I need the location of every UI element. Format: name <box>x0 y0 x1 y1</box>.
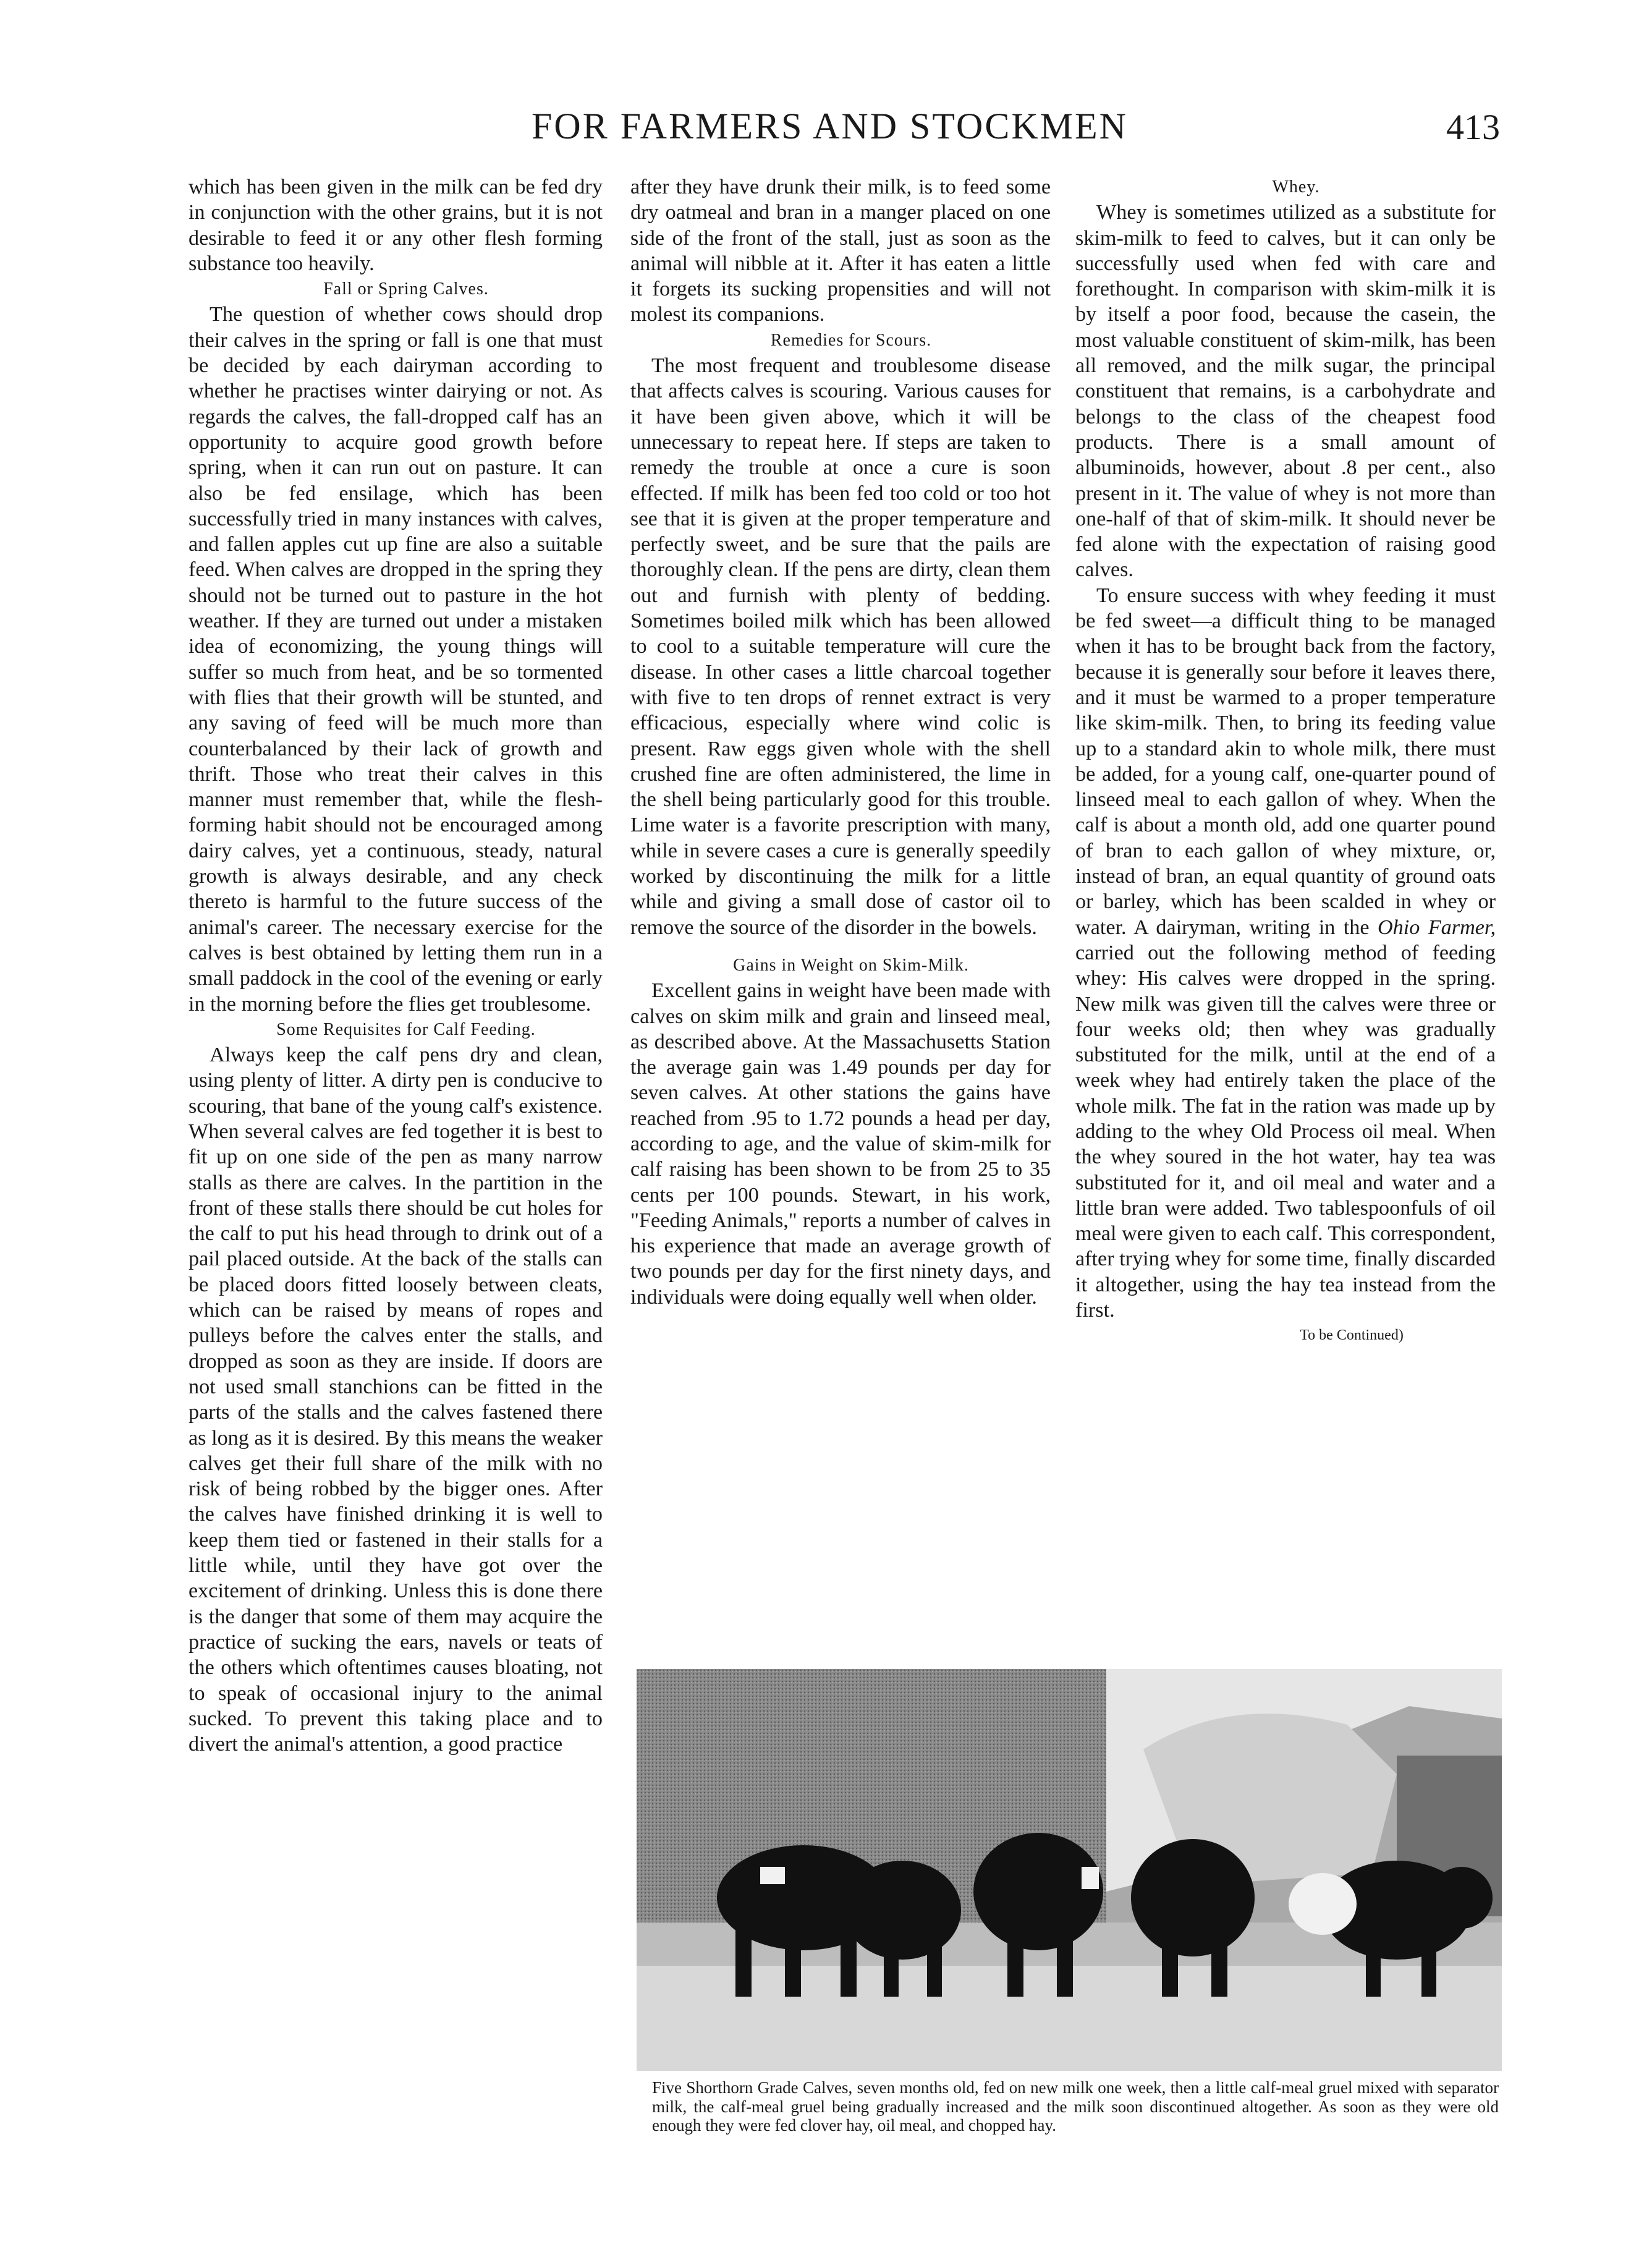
running-title: FOR FARMERS AND STOCKMEN <box>532 106 1128 147</box>
photo-illustration <box>637 1669 1502 2071</box>
paragraph <box>1075 583 1496 1323</box>
paragraph: Excellent gains in weight have been made with calves on skim milk and grain and linseed meal, as described above. At the Massachusetts Station the average gain was 1.49 pounds per day for seven calves. At other stations the gains have reached from .95 to 1.72 pounds a head per day, according to age, and the value of skim-milk for calf raising has been shown to be from 25 to 35 cents per 100 pounds. Stewart, in his work, "Feeding Animals," reports a number of calves in his experience that made an average growth of two pounds per day for the first ninety days, and individuals were doing equally well when older. <box>630 979 1051 1309</box>
paragraph-text: To ensure success with whey feeding it must be fed sweet—a difficult thing to be managed when it has to be brought back from the factory, because it is generally sour before it leaves there, and it must be warmed to a proper temperature like skim-milk. Then, to bring its feeding value up to a standard akin to whole milk, there must be added, for a young calf, one-quarter pound of linseed meal to each gallon of whey. When the calf is about a month old, add one quarter pound of bran to each gallon of whey mixture, or, instead of bran, an equal quantity of ground oats or barley, which has been scalded in whey or water. A dairyman, writing in the <box>1075 584 1496 939</box>
calves-photograph <box>637 1669 1502 2071</box>
paragraph: after they have drunk their milk, is to feed some dry oatmeal and bran in a manger placed on one side of the front of the stall, just as soon as the animal will nibble at it. After it has eaten a little it forgets its sucking propensities and will not molest its companions. <box>630 176 1051 326</box>
section-heading: Remedies for Scours. <box>770 330 932 350</box>
paragraph: Whey is sometimes utilized as a substitute for skim-milk to feed to calves, but it can only be successfully used when fed with care and forethought. In comparison with skim-milk it is by itself a poor food, because the casein, the most valuable constituent of skim-milk, has been all removed, and the milk sugar, the principal constituent that remains, is a carbohydrate and belongs to the class of the cheapest food products. There is a small amount of albuminoids, however, about .8 per cent., also present in it. The value of whey is not more than one-half of that of skim-milk. It should never be fed alone with the expectation of raising good calves. <box>1075 201 1496 582</box>
paragraph: Always keep the calf pens dry and clean, using plenty of litter. A dirty pen is conducive to scouring, that bane of the young calf's existence. When several calves are fed together it is best to fit up on one side of the pen as many narrow stalls as there are calves. In the partition in the front of these stalls there should be cut holes for the calf to put his head through to drink out of a pail placed outside. At the back of the stalls can be placed doors fitted loosely between cleats, which can be raised by means of ropes and pulleys before the calves enter the stalls, and dropped as soon as they are inside. If doors are not used small stanchions can be fitted in the parts of the stalls and the calves fastened there as long as it is desired. By this means the weaker calves get their full share of the milk with no risk of being robbed by the bigger ones. After the calves have finished drinking it is well to keep them tied or fastened in their stalls for a little while, until they have got over the excitement of drinking. Unless this is done there is the danger that some of them may acquire the practice of sucking the ears, navels or teats of the others which oftentimes causes bloating, not to speak of occasional injury to the animal sucked. To prevent this taking place and to divert the animal's attention, a good practice <box>188 1043 603 1756</box>
photo-caption: Five Shorthorn Grade Calves, seven months old, fed on new milk one week, then a little calf-meal gruel mixed with separator milk, the calf-meal gruel being gradually increased and the milk soon discontinued altogether. As soon as they were old enough they were fed clover hay, oil meal, and chopped hay. <box>652 2078 1499 2135</box>
paragraph: which has been given in the milk can be fed dry in conjunction with the other grains, but it is not desirable to feed it or any other flesh forming substance too heavily. <box>188 176 603 275</box>
section-heading: Gains in Weight on Skim-Milk. <box>733 955 969 975</box>
column-2 <box>630 174 1051 1310</box>
paragraph-text: carried out the following method of feeding whey: His calves were dropped in the spring. New milk was given till the calves were three or four weeks old; then whey was gradually substituted for the milk, until at the end of a week whey had entirely taken the place of the whole milk. The fat in the ration was made up by adding to the whey Old Process oil meal. When the whey soured in the hot water, hay tea was substituted for it, and oil meal and water and a little bran were added. Two tablespoonfuls of oil meal were given to each calf. This correspondent, after trying whey for some time, finally discarded it altogether, using the hay tea instead from the first. <box>1075 941 1496 1322</box>
page-number: 413 <box>1446 107 1500 147</box>
column-1 <box>188 174 603 1757</box>
continued-note: To be Continued) <box>1300 1327 1404 1344</box>
section-heading: Some Requisites for Calf Feeding. <box>276 1019 536 1039</box>
publication-title: Ohio Farmer, <box>1377 915 1496 939</box>
section-heading: Whey. <box>1272 177 1320 197</box>
running-head <box>0 105 1652 161</box>
column-3 <box>1075 174 1496 1348</box>
section-heading: Fall or Spring Calves. <box>323 279 489 299</box>
paragraph: The most frequent and troublesome disease that affects calves is scouring. Various causes for it have been given above, which it will be unnecessary to repeat here. If steps are taken to remedy the trouble at once a cure is soon effected. If milk has been fed too cold or too hot see that it is given at the proper temperature and perfectly sweet, and be sure that the pails are thoroughly clean. If the pens are dirty, clean them out and furnish with plenty of bedding. Sometimes boiled milk which has been allowed to cool to a suitable temperature will cure the disease. In other cases a little charcoal together with five to ten drops of rennet extract is very efficacious, especially where wind colic is present. Raw eggs given whole with the shell crushed fine are often administered, the lime in the shell being particularly good for this trouble. Lime water is a favorite prescription with many, while in severe cases a cure is generally speedily worked by discontinuing the milk for a little while and giving a small dose of castor oil to remove the source of the disorder in the bowels. <box>630 354 1051 939</box>
paragraph: The question of whether cows should drop their calves in the spring or fall is one that must be decided by each dairyman according to whether he practises winter dairying or not. As regards the calves, the fall-dropped calf has an opportunity to acquire good growth before spring, when it can run out on pasture. It can also be fed ensilage, which has been successfully tried in many instances with calves, and fallen apples cut up fine are also a suitable feed. When calves are dropped in the spring they should not be turned out to pasture in the hot weather. If they are turned out under a mistaken idea of economizing, the young things will suffer so much from heat, and be so tormented with flies that their growth will be stunted, and any saving of feed will be much more than counterbalanced by their lack of growth and thrift. Those who treat their calves in this manner must remember that, while the flesh-forming habit should not be encouraged among dairy calves, yet a continuous, steady, natural growth is always desirable, and any check thereto is harmful to the future success of the animal's career. The necessary exercise for the calves is best obtained by letting them run in a small paddock in the cool of the evening or early in the morning before the flies get troublesome. <box>188 303 603 1016</box>
